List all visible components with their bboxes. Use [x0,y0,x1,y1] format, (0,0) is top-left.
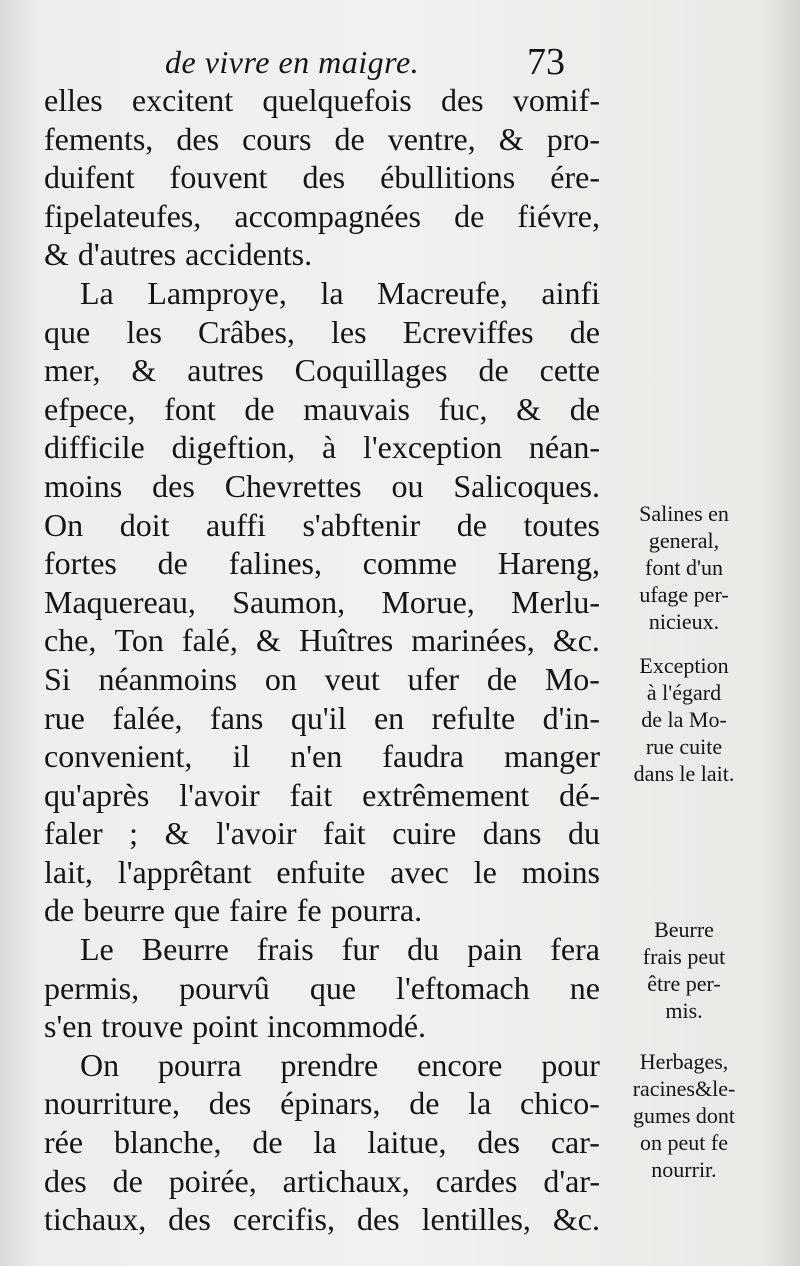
text-line: Maquereau, Saumon, Morue, Merlu- [44,583,600,620]
text-line: elles excitent quelquefois des vomif- [44,82,600,118]
text-line: lait, l'apprêtant enfuite avec le moins [44,853,600,890]
text-line: qu'après l'avoir fait extrêmement dé- [44,776,600,813]
margin-note-line: Salines en [639,501,729,526]
text-line: des de poirée, artichaux, cardes d'ar- [44,1162,600,1199]
text-line: Le Beurre frais fur du pain fera [80,931,600,968]
margin-note-line: rue cuite [645,734,723,759]
text-line: nourriture, des épinars, de la chico- [44,1085,600,1122]
text-line: duifent fouvent des ébullitions ére- [44,159,600,196]
text-line: On pourra prendre encore pour [80,1046,600,1083]
margin-note-line: Exception [639,653,729,678]
text-line: Si néanmoins on veut ufer de Mo- [44,660,600,697]
text-line: fortes de falines, comme Hareng, [44,545,600,582]
text-line: che, Ton falé, & Huîtres marinées, &c. [44,622,600,659]
page-number: 73 [527,41,565,83]
text-line: tichaux, des cercifis, des lentilles, &c. [44,1201,600,1238]
text-line: & d'autres accidents. [44,236,313,273]
text-line: que les Crâbes, les Ecreviffes de [44,313,600,350]
text-line: rue falée, fans qu'il en refulte d'in- [44,699,600,736]
margin-note-line: gumes dont [632,1103,736,1128]
margin-note-salines [604,500,764,635]
margin-note-line: de la Mo- [641,707,727,732]
margin-note-line: racines&le- [632,1076,736,1101]
text-line: faler ; & l'avoir fait cuire dans du [44,815,600,852]
margin-note-line: ufage per- [639,582,729,607]
margin-note-line: nicieux. [648,609,720,634]
text-line: efpece, font de mauvais fuc, & de [44,390,600,427]
margin-note-line: general, [648,528,720,553]
text-line: difficile digeftion, à l'exception néan- [44,429,600,466]
margin-note-line: Beurre [654,917,714,942]
main-text [44,82,600,1240]
margin-note-line: Herbages, [639,1049,729,1074]
text-line: La Lamproye, la Macreufe, ainfi [80,274,600,311]
text-line: moins des Chevrettes ou Salicoques. [44,467,600,504]
margin-note-line: mis. [665,998,703,1023]
margin-note-line: dans le lait. [633,761,735,786]
text-line: convenient, il n'en faudra manger [44,738,600,775]
running-title: de vivre en maigre. [165,44,420,80]
margin-note-line: être per- [647,971,721,996]
text-line: s'en trouve point incommodé. [44,1008,427,1045]
text-line: fements, des cours de ventre, & pro- [44,120,600,157]
margin-note-beurre [604,916,764,1024]
margin-note-line: à l'égard [646,680,722,705]
margin-note-herbages [604,1048,764,1183]
margin-note-line: on peut fe [640,1130,728,1155]
text-line: de beurre que faire fe pourra. [44,892,423,929]
margin-note-exception [604,652,764,787]
text-line: fipelateufes, accompagnées de fiévre, [44,197,600,234]
text-line: rée blanche, de la laitue, des car- [44,1124,600,1161]
margin-note-line: nourrir. [651,1157,717,1182]
text-line: mer, & autres Coquillages de cette [44,352,600,389]
text-line: permis, pourvû que l'eftomach ne [44,969,600,1006]
text-line: On doit auffi s'abftenir de toutes [44,506,600,543]
margin-note-line: frais peut [642,944,726,969]
margin-note-line: font d'un [645,555,723,580]
